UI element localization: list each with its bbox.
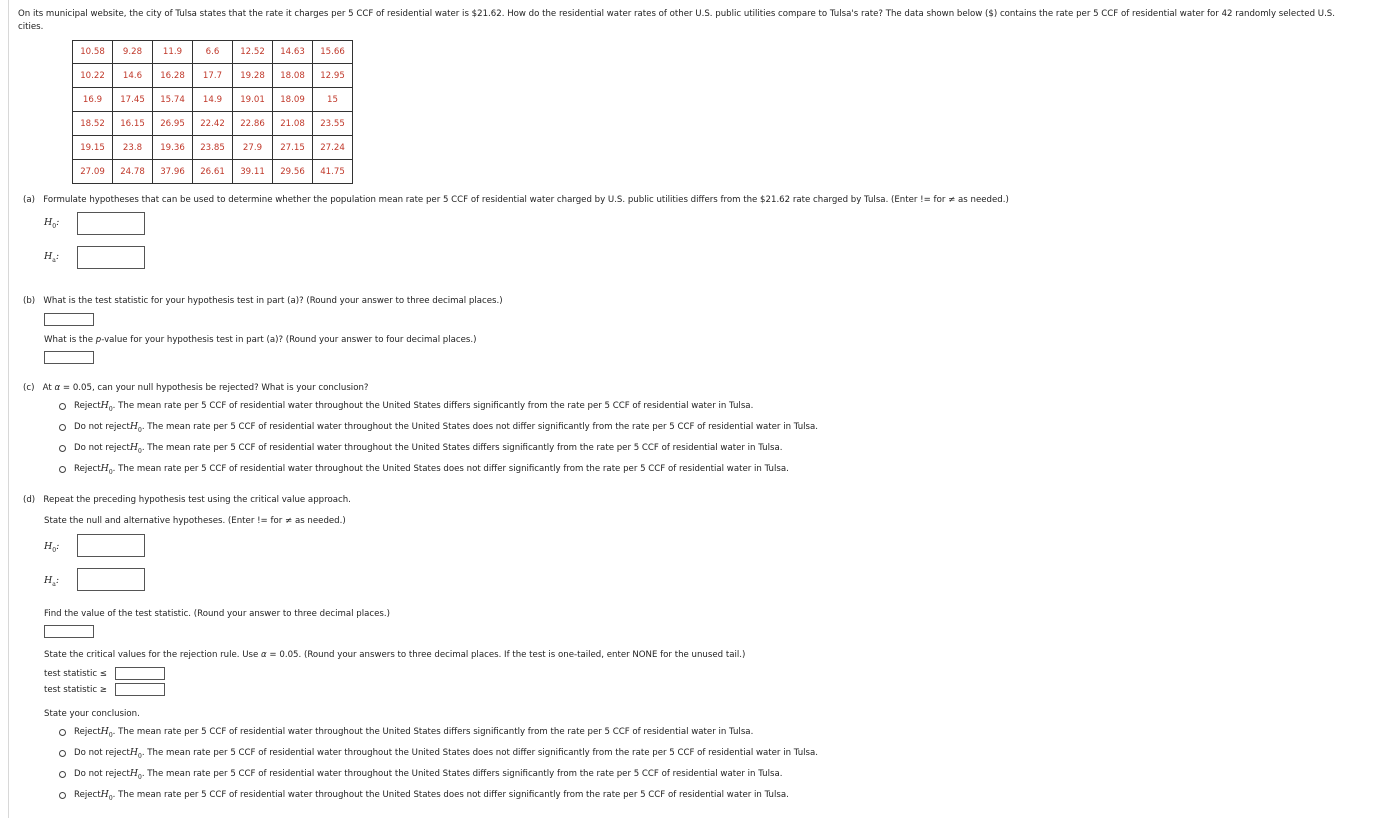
table-cell: 39.11 [233, 160, 273, 184]
table-row [73, 41, 353, 64]
crit-le-label: test statistic ≤ [44, 669, 107, 679]
option-prefix: Reject [74, 790, 101, 801]
table-cell: 22.86 [233, 112, 273, 136]
table-cell: 23.55 [313, 112, 353, 136]
option-text: . The mean rate per 5 CCF of residential water throughout the United States does not differ significantly from the rate per 5 CCF of residential water in Tulsa. [141, 422, 819, 433]
part-a-question [23, 195, 1009, 205]
problem-intro: On its municipal website, the city of Tulsa states that the rate it charges per 5 CCF of residential water is $21.62. How do the residential water rates of other U.S. public utilities compare to Tulsa's rate? The data shown below ($) contains the rate per 5 CCF of residential water for 42 randomly selected U.S. cities. [18, 9, 1335, 32]
table-row [73, 160, 353, 184]
option-text: . The mean rate per 5 CCF of residential water throughout the United States does not differ significantly from the rate per 5 CCF of residential water in Tulsa. [141, 748, 819, 759]
part-d-test-statistic-input[interactable] [44, 625, 94, 638]
part-a-h0-input[interactable] [77, 212, 145, 235]
radio-button[interactable] [59, 792, 66, 799]
table-cell: 21.08 [273, 112, 313, 136]
h0-symbol: $H_0$ [129, 768, 142, 781]
option-prefix: Reject [74, 727, 101, 738]
table-row [73, 112, 353, 136]
option-prefix: Do not reject [74, 769, 130, 780]
part-d-q2: State the null and alternative hypotheses. (Enter != for ≠ as needed.) [44, 516, 346, 526]
table-cell: 27.24 [313, 136, 353, 160]
option-text: . The mean rate per 5 CCF of residential water throughout the United States differs significantly from the rate per 5 CCF of residential water in Tulsa. [141, 769, 783, 780]
test-statistic-input[interactable] [44, 313, 94, 326]
ha-label: $H_a$: [44, 251, 60, 264]
radio-button[interactable] [59, 424, 66, 431]
table-cell: 37.96 [153, 160, 193, 184]
table-cell: 14.9 [193, 88, 233, 112]
table-cell: 27.09 [73, 160, 113, 184]
table-row [73, 88, 353, 112]
part-b-label: (b) [23, 296, 36, 306]
table-row [73, 64, 353, 88]
table-cell: 26.61 [193, 160, 233, 184]
h0-symbol: $H_0$ [100, 789, 113, 802]
table-cell: 26.95 [153, 112, 193, 136]
option-text: . The mean rate per 5 CCF of residential water throughout the United States differs significantly from the rate per 5 CCF of residential water in Tulsa. [112, 727, 754, 738]
table-cell: 12.52 [233, 41, 273, 64]
table-cell: 27.9 [233, 136, 273, 160]
table-cell: 11.9 [153, 41, 193, 64]
table-cell: 15.74 [153, 88, 193, 112]
table-cell: 18.08 [273, 64, 313, 88]
table-cell: 16.28 [153, 64, 193, 88]
option-prefix: Do not reject [74, 422, 130, 433]
option-text: . The mean rate per 5 CCF of residential water throughout the United States differs significantly from the rate per 5 CCF of residential water in Tulsa. [112, 401, 754, 412]
option-text: . The mean rate per 5 CCF of residential water throughout the United States does not differ significantly from the rate per 5 CCF of residential water in Tulsa. [112, 790, 789, 801]
option-prefix: Do not reject [74, 443, 130, 454]
left-border [8, 0, 9, 818]
p-value-input[interactable] [44, 351, 94, 364]
part-d-ha-input[interactable] [77, 568, 145, 591]
part-d-q1: Repeat the preceding hypothesis test using the critical value approach. [43, 495, 351, 505]
option-text: . The mean rate per 5 CCF of residential water throughout the United States does not differ significantly from the rate per 5 CCF of residential water in Tulsa. [112, 464, 789, 475]
part-d-option-1[interactable] [59, 726, 753, 739]
table-cell: 15 [313, 88, 353, 112]
table-cell: 15.66 [313, 41, 353, 64]
table-cell: 29.56 [273, 160, 313, 184]
h0-symbol: $H_0$ [100, 400, 113, 413]
crit-le-input[interactable] [115, 667, 165, 680]
part-d-option-3[interactable] [59, 768, 782, 781]
radio-button[interactable] [59, 466, 66, 473]
option-text: . The mean rate per 5 CCF of residential water throughout the United States differs significantly from the rate per 5 CCF of residential water in Tulsa. [141, 443, 783, 454]
table-cell: 27.15 [273, 136, 313, 160]
part-d-question [23, 495, 351, 505]
part-d-label: (d) [23, 495, 36, 505]
h0-symbol: $H_0$ [100, 463, 113, 476]
table-cell: 17.7 [193, 64, 233, 88]
part-d-q3: Find the value of the test statistic. (Round your answer to three decimal places.) [44, 609, 390, 619]
radio-button[interactable] [59, 729, 66, 736]
part-c-option-4[interactable] [59, 463, 789, 476]
table-cell: 12.95 [313, 64, 353, 88]
part-d-option-4[interactable] [59, 789, 789, 802]
d-ha-label: $H_a$: [44, 575, 60, 588]
table-cell: 14.6 [113, 64, 153, 88]
h0-symbol: $H_0$ [129, 747, 142, 760]
table-cell: 16.15 [113, 112, 153, 136]
part-c-option-1[interactable] [59, 400, 753, 413]
h0-symbol: $H_0$ [129, 442, 142, 455]
part-d-option-2[interactable] [59, 747, 818, 760]
table-cell: 14.63 [273, 41, 313, 64]
table-cell: 41.75 [313, 160, 353, 184]
p-value-question: What is the p-value for your hypothesis test in part (a)? (Round your answer to four decimal places.) [44, 335, 477, 345]
radio-button[interactable] [59, 771, 66, 778]
part-d-q4: State the critical values for the rejection rule. Use α = 0.05. (Round your answers to three decimal places. If the test is one-tailed, enter NONE for the unused tail.) [44, 650, 746, 660]
part-c-question: (c) At α = 0.05, can your null hypothesis be rejected? What is your conclusion? [23, 383, 369, 393]
radio-button[interactable] [59, 403, 66, 410]
part-a-label: (a) [23, 195, 35, 205]
part-c-option-3[interactable] [59, 442, 782, 455]
radio-button[interactable] [59, 445, 66, 452]
crit-ge-input[interactable] [115, 683, 165, 696]
radio-button[interactable] [59, 750, 66, 757]
h0-symbol: $H_0$ [129, 421, 142, 434]
table-cell: 19.36 [153, 136, 193, 160]
part-c-option-2[interactable] [59, 421, 818, 434]
part-b-question [23, 296, 503, 306]
table-cell: 19.28 [233, 64, 273, 88]
table-cell: 23.8 [113, 136, 153, 160]
table-cell: 17.45 [113, 88, 153, 112]
option-prefix: Reject [74, 401, 101, 412]
table-cell: 22.42 [193, 112, 233, 136]
part-d-h0-input[interactable] [77, 534, 145, 557]
table-cell: 10.22 [73, 64, 113, 88]
table-cell: 6.6 [193, 41, 233, 64]
table-cell: 16.9 [73, 88, 113, 112]
part-d-conclusion-label: State your conclusion. [44, 709, 140, 719]
h0-label: $H_0$: [44, 217, 60, 230]
table-cell: 18.09 [273, 88, 313, 112]
table-cell: 19.15 [73, 136, 113, 160]
part-c-label: (c) [23, 383, 35, 393]
table-cell: 24.78 [113, 160, 153, 184]
table-cell: 18.52 [73, 112, 113, 136]
h0-symbol: $H_0$ [100, 726, 113, 739]
data-table [72, 40, 353, 184]
option-prefix: Do not reject [74, 748, 130, 759]
crit-ge-label: test statistic ≥ [44, 685, 107, 695]
table-cell: 23.85 [193, 136, 233, 160]
d-h0-label: $H_0$: [44, 541, 60, 554]
part-a-text: Formulate hypotheses that can be used to determine whether the population mean rate per 5 CCF of residential water charged by U.S. public utilities differs from the $21.62 rate charged by Tulsa. (Enter != for ≠ as needed.) [43, 195, 1009, 205]
part-b-q1: What is the test statistic for your hypothesis test in part (a)? (Round your answer to three decimal places.) [43, 296, 503, 306]
part-a-ha-input[interactable] [77, 246, 145, 269]
option-prefix: Reject [74, 464, 101, 475]
table-cell: 10.58 [73, 41, 113, 64]
table-row [73, 136, 353, 160]
table-cell: 9.28 [113, 41, 153, 64]
table-cell: 19.01 [233, 88, 273, 112]
